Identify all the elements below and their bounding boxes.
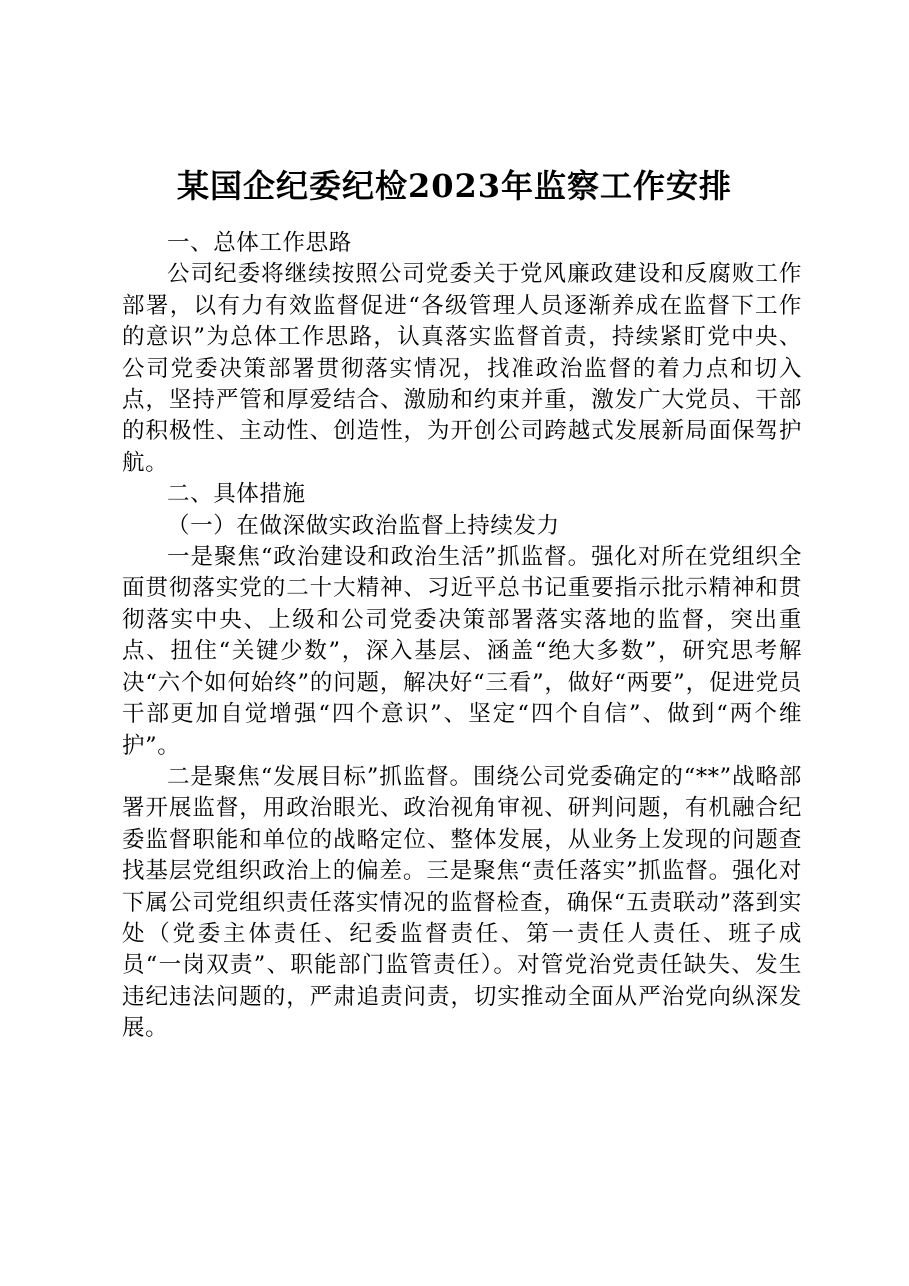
paragraph-development-goals: 二是聚焦“发展目标”抓监督。围绕公司党委确定的“**”战略部署开展监督，用政治眼光、政治视角审视、研判问题，有机融合纪委监督职能和单位的战略定位、整体发展，从业务上发现的问题查找基层党组织政治上的偏差。三是聚焦“责任落实”抓监督。强化对下属公司党组织责任落实情况的监督检查，确保“五责联动”落到实处（党委主体责任、纪委监督责任、第一责任人责任、班子成员“一岗双责”、职能部门监管责任）。对管党治党责任缺失、发生违纪违法问题的，严肃追责问责，切实推动全面从严治党向纵深发展。 [122,763,802,1042]
document-body [122,228,802,1045]
paragraph-political-building: 一是聚焦“政治建设和政治生活”抓监督。强化对所在党组织全面贯彻落实党的二十大精神、习近平总书记重要指示批示精神和贯彻落实中央、上级和公司党委决策部署落实落地的监督，突出重点、扭住“关键少数”，深入基层、涵盖“绝大多数”，研究思考解决“六个如何始终”的问题，解决好“三看”，做好“两要”，促进党员干部更加自觉增强“四个意识”、坚定“四个自信”、做到“两个维护”。 [122,544,802,759]
paragraph-overall-approach: 公司纪委将继续按照公司党委关于党风廉政建设和反腐败工作部署，以有力有效监督促进“各级管理人员逐渐养成在监督下工作的意识”为总体工作思路，认真落实监督首责，持续紧盯党中央、公司党委决策部署贯彻落实情况，找准政治监督的着力点和切入点，坚持严管和厚爱结合、激励和约束并重，激发广大党员、干部的积极性、主动性、创造性，为开创公司跨越式发展新局面保驾护航。 [122,261,802,476]
document-title: 某国企纪委纪检2023年监察工作安排 [176,167,733,205]
subsection-heading-political-supervision: （一）在做深做实政治监督上持续发力 [167,512,560,539]
section-heading-overall-approach: 一、总体工作思路 [167,230,352,256]
section-heading-specific-measures: 二、具体措施 [167,481,306,508]
